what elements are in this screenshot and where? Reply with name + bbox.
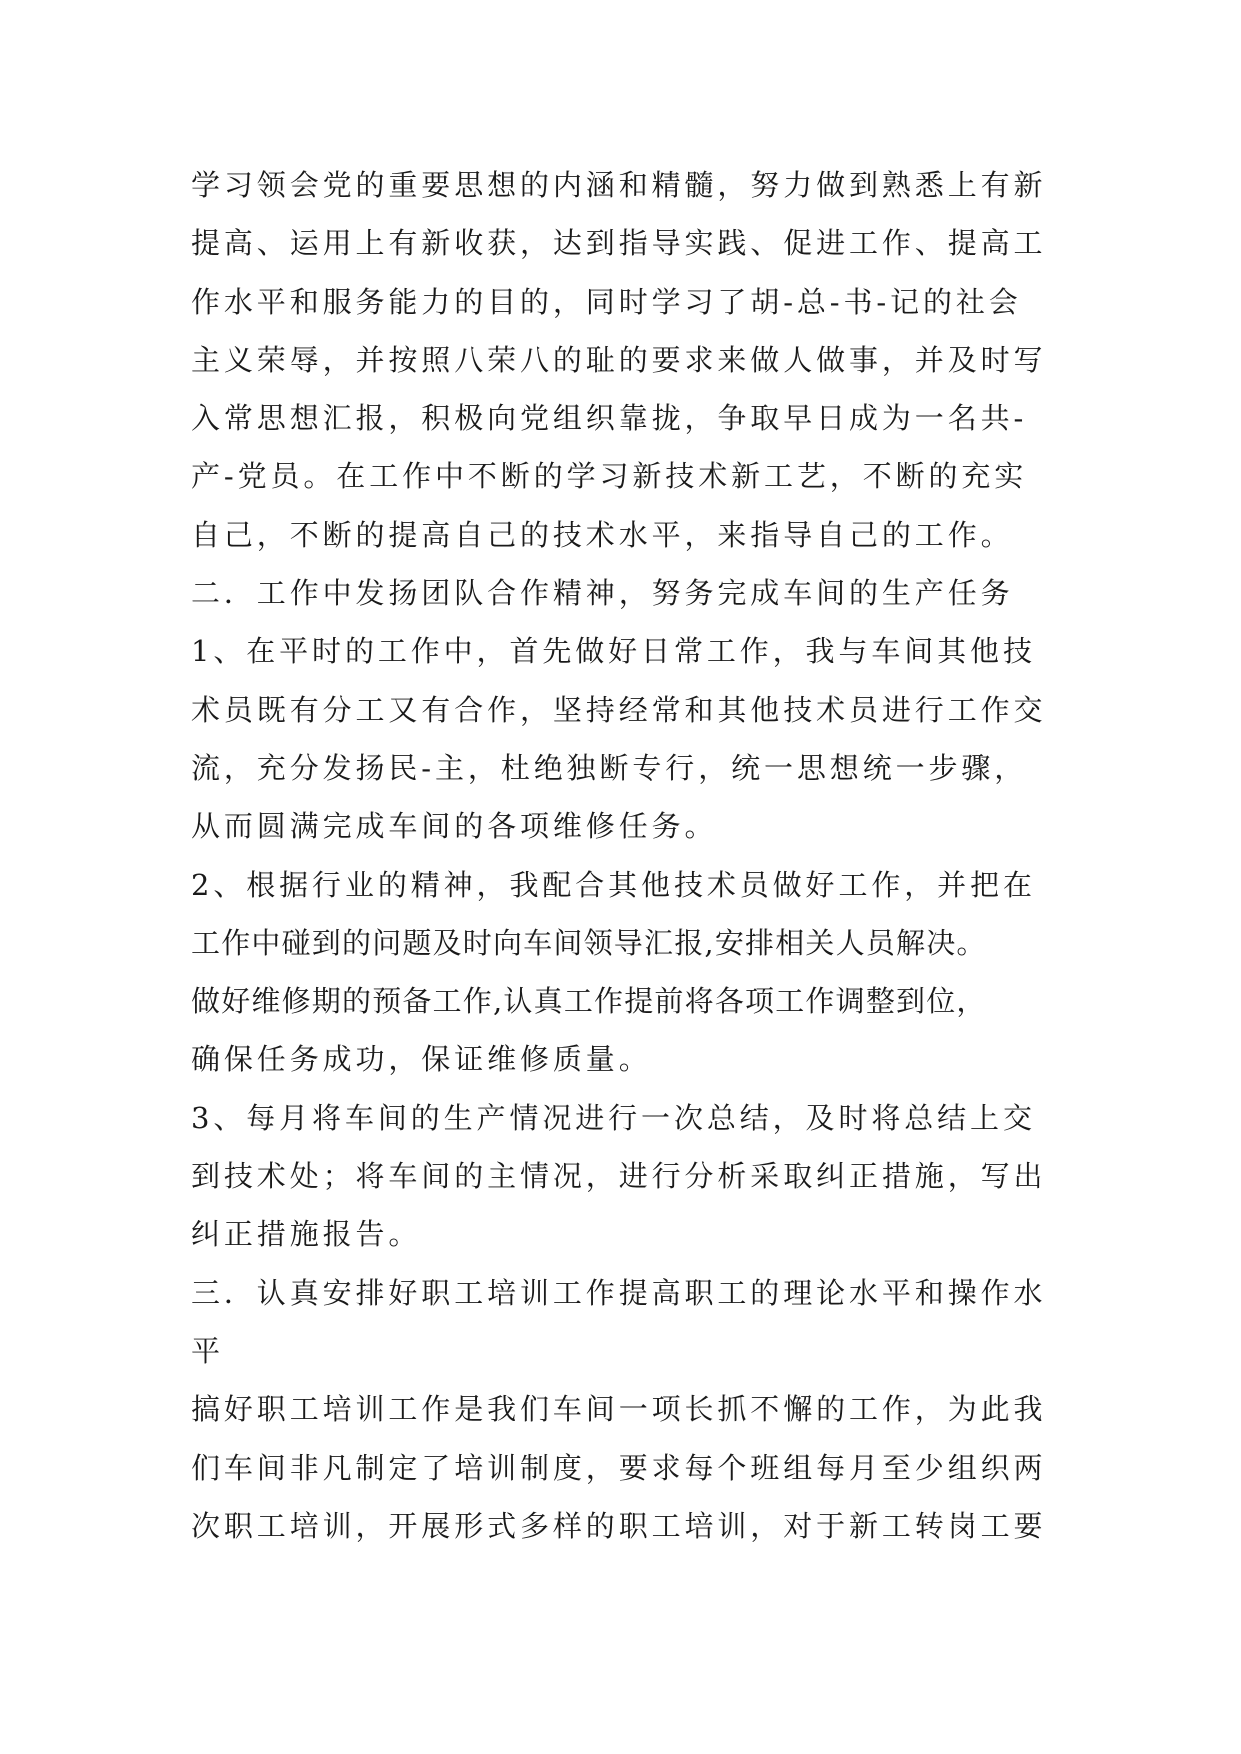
text-line: 3、每月将车间的生产情况进行一次总结，及时将总结上交 [191, 1100, 1036, 1135]
text-line: 入常思想汇报，积极向党组织靠拢，争取早日成为一名共- [191, 401, 1028, 436]
text-line: 产-党员。在工作中不断的学习新技术新工艺，不断的充实 [191, 459, 1028, 494]
text-line: 术员既有分工又有合作，坚持经常和其他技术员进行工作交 [191, 692, 1047, 727]
text-line: 确保任务成功，保证维修质量。 [191, 1042, 652, 1077]
text-line: 主义荣辱，并按照八荣八的耻的要求来做人做事，并及时写 [191, 342, 1047, 377]
text-line: 到技术处；将车间的主情况，进行分析采取纠正措施，写出 [191, 1159, 1047, 1194]
text-line: 纠正措施报告。 [191, 1217, 422, 1252]
document-body [191, 156, 1065, 1555]
text-line: 提高、运用上有新收获，达到指导实践、促进工作、提高工 [191, 226, 1047, 261]
text-line: 工作中碰到的问题及时向车间领导汇报,安排相关人员解决。 [191, 925, 987, 960]
text-line: 作水平和服务能力的目的，同时学习了胡-总-书-记的社会 [191, 284, 1022, 319]
section-heading-3-cont: 平 [191, 1333, 224, 1368]
text-line: 1、在平时的工作中，首先做好日常工作，我与车间其他技 [191, 634, 1036, 669]
section-heading-2: 二．工作中发扬团队合作精神，努务完成车间的生产任务 [191, 576, 1014, 611]
section-heading-3: 三．认真安排好职工培训工作提高职工的理论水平和操作水 [191, 1275, 1047, 1310]
text-line: 2、根据行业的精神，我配合其他技术员做好工作，并把在 [191, 867, 1036, 902]
text-line: 学习领会党的重要思想的内涵和精髓，努力做到熟悉上有新 [191, 168, 1047, 202]
text-line: 搞好职工培训工作是我们车间一项长抓不懈的工作，为此我 [191, 1392, 1047, 1427]
text-line: 次职工培训，开展形式多样的职工培训，对于新工转岗工要 [191, 1508, 1047, 1543]
text-line: 做好维修期的预备工作,认真工作提前将各项工作调整到位， [191, 984, 987, 1019]
text-line: 自己，不断的提高自己的技术水平，来指导自己的工作。 [191, 517, 1014, 552]
text-line: 从而圆满完成车间的各项维修任务。 [191, 809, 718, 844]
text-line: 流，充分发扬民-主，杜绝独断专行，统一思想统一步骤， [191, 750, 1028, 785]
text-line: 们车间非凡制定了培训制度，要求每个班组每月至少组织两 [191, 1450, 1047, 1485]
